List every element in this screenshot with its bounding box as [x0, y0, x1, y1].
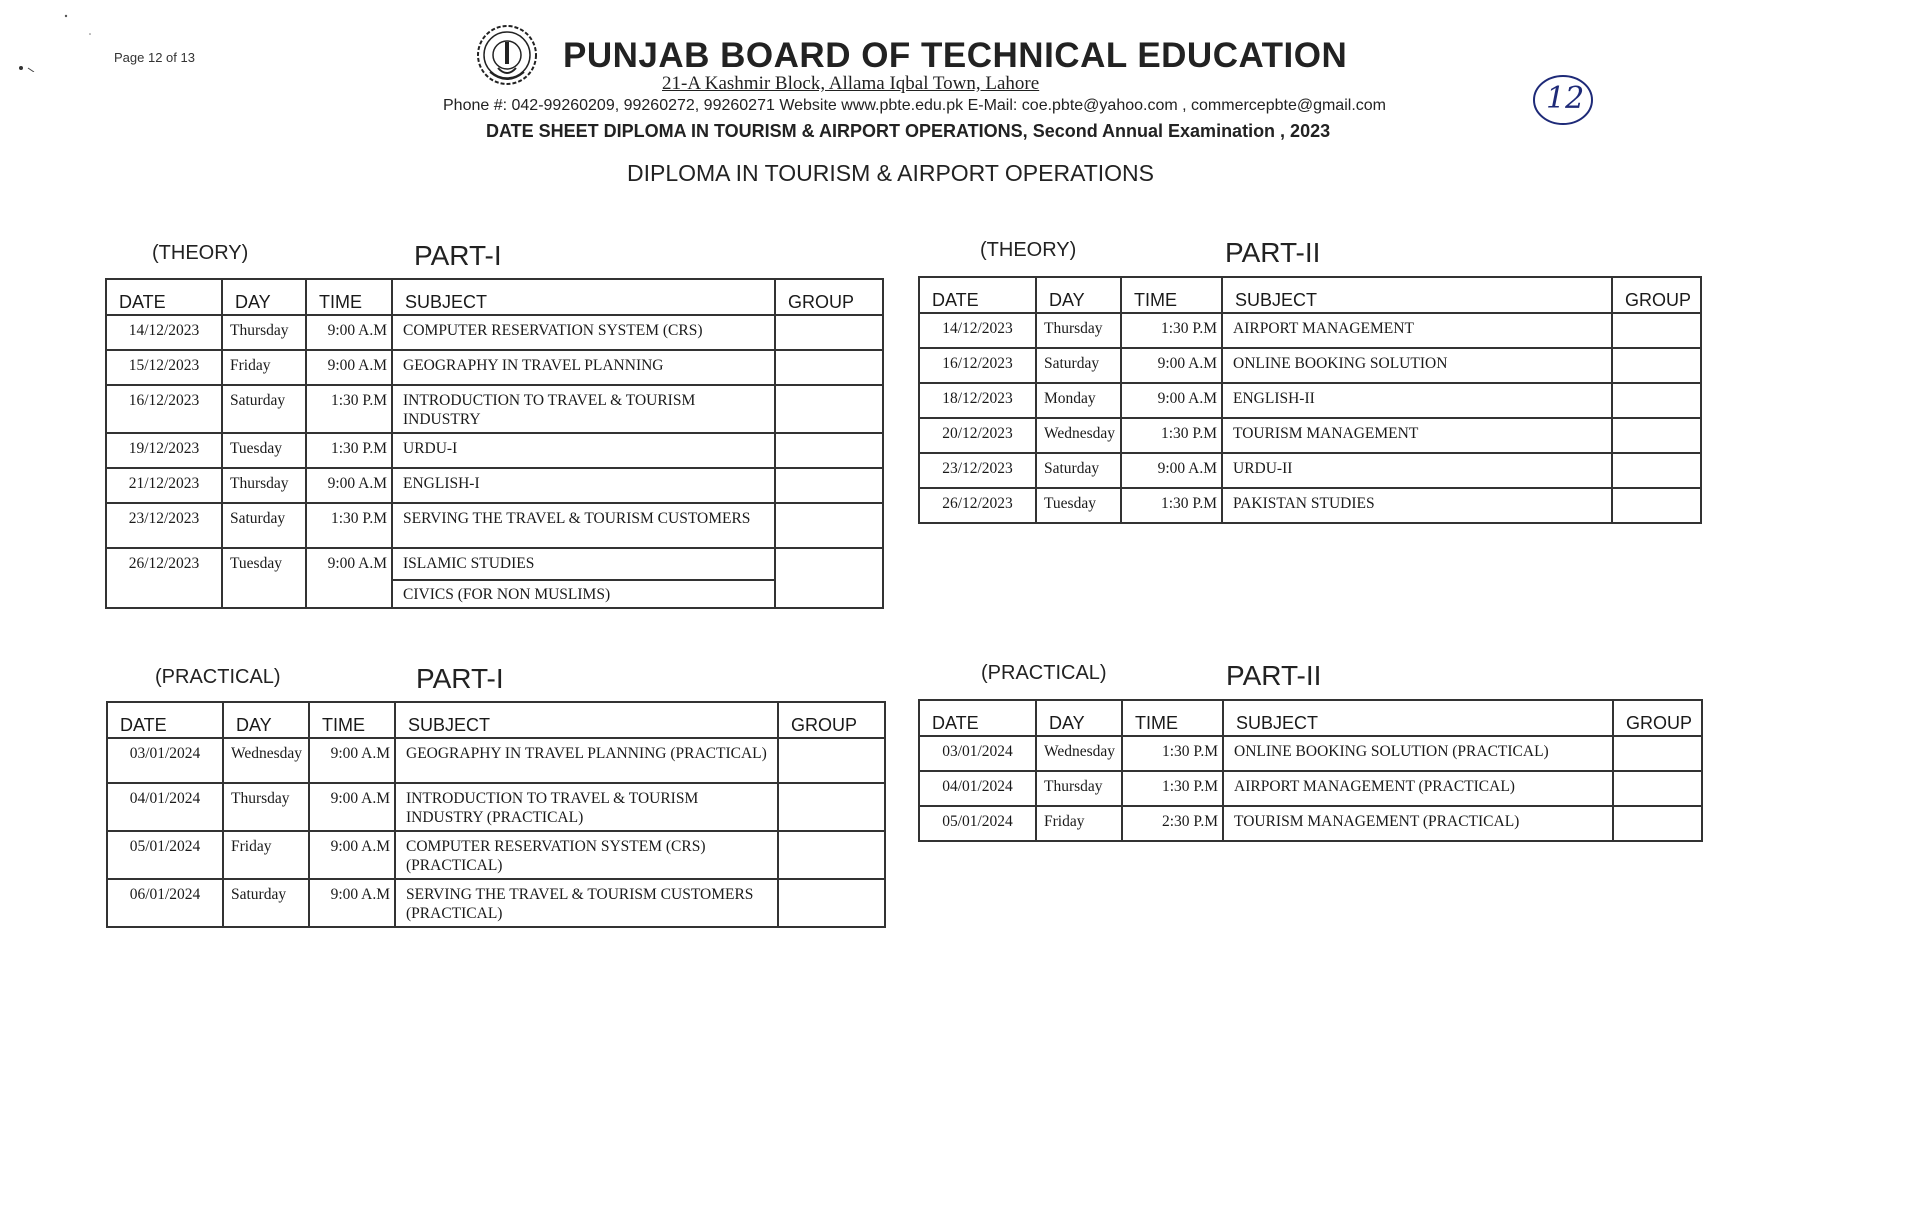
organization-name: PUNJAB BOARD OF TECHNICAL EDUCATION: [563, 36, 1348, 75]
theory-part2-part-label: PART-II: [1225, 237, 1321, 268]
col-header-date: DATE: [106, 279, 222, 315]
exam-day: Saturday: [1036, 348, 1121, 383]
exam-group: [775, 468, 883, 503]
exam-group: [778, 831, 885, 879]
exam-time: 1:30 P.M: [306, 433, 392, 468]
exam-subject: TOURISM MANAGEMENT (PRACTICAL): [1223, 806, 1613, 841]
exam-group: [775, 548, 883, 608]
exam-subject: ENGLISH-II: [1222, 383, 1612, 418]
col-header-time: TIME: [309, 702, 395, 738]
exam-date: 15/12/2023: [106, 350, 222, 385]
exam-day: Wednesday: [223, 738, 309, 783]
exam-time: 2:30 P.M: [1122, 806, 1223, 841]
exam-time: 1:30 P.M: [1121, 313, 1222, 348]
exam-date: 03/01/2024: [919, 736, 1036, 771]
exam-date: 04/01/2024: [107, 783, 223, 831]
exam-time: 9:00 A.M: [309, 879, 395, 927]
table-row: [107, 783, 885, 831]
theory-part1-table: [105, 278, 884, 609]
exam-time: 9:00 A.M: [309, 783, 395, 831]
exam-group: [1613, 806, 1702, 841]
exam-day: Thursday: [222, 315, 306, 350]
exam-day: Thursday: [223, 783, 309, 831]
col-header-group: GROUP: [1612, 277, 1701, 313]
exam-group: [1612, 453, 1701, 488]
exam-day: Friday: [223, 831, 309, 879]
table-row: [106, 433, 883, 468]
exam-day: Tuesday: [222, 433, 306, 468]
exam-subject: SERVING THE TRAVEL & TOURISM CUSTOMERS: [392, 503, 775, 548]
exam-subject: PAKISTAN STUDIES: [1222, 488, 1612, 523]
exam-subject: COMPUTER RESERVATION SYSTEM (CRS): [392, 315, 775, 350]
exam-subject: TOURISM MANAGEMENT: [1222, 418, 1612, 453]
exam-group: [775, 503, 883, 548]
date-sheet-title: DATE SHEET DIPLOMA IN TOURISM & AIRPORT OPERATIONS, Second Annual Examination , 2023: [486, 121, 1331, 141]
exam-day: Saturday: [223, 879, 309, 927]
table-row: [106, 315, 883, 350]
table-row: [107, 831, 885, 879]
handwritten-page-mark: [1531, 73, 1595, 127]
exam-time: 1:30 P.M: [1122, 736, 1223, 771]
col-header-group: GROUP: [778, 702, 885, 738]
exam-date: 18/12/2023: [919, 383, 1036, 418]
exam-group: [1613, 736, 1702, 771]
exam-day: Friday: [1036, 806, 1122, 841]
exam-time: 9:00 A.M: [309, 738, 395, 783]
col-header-day: DAY: [1036, 277, 1121, 313]
exam-group: [1612, 488, 1701, 523]
col-header-day: DAY: [222, 279, 306, 315]
table-header-row: [919, 277, 1701, 313]
exam-day: Thursday: [222, 468, 306, 503]
exam-day: Wednesday: [1036, 736, 1122, 771]
exam-subject: ISLAMIC STUDIES: [393, 549, 774, 581]
exam-date: 04/01/2024: [919, 771, 1036, 806]
exam-subject: URDU-II: [1222, 453, 1612, 488]
practical-part1-section-label: (PRACTICAL): [155, 666, 281, 688]
exam-subject: AIRPORT MANAGEMENT (PRACTICAL): [1223, 771, 1613, 806]
exam-subject: AIRPORT MANAGEMENT: [1222, 313, 1612, 348]
exam-date: 05/01/2024: [919, 806, 1036, 841]
col-header-subject: SUBJECT: [392, 279, 775, 315]
practical-part1-part-label: PART-I: [416, 663, 504, 694]
exam-day: Tuesday: [222, 548, 306, 608]
exam-time: 9:00 A.M: [306, 548, 392, 608]
table-header-row: [107, 702, 885, 738]
table-row: [919, 453, 1701, 488]
col-header-subject: SUBJECT: [1223, 700, 1613, 736]
table-row: [107, 738, 885, 783]
table-row: [106, 468, 883, 503]
col-header-subject: SUBJECT: [1222, 277, 1612, 313]
col-header-time: TIME: [1121, 277, 1222, 313]
exam-group: [1612, 418, 1701, 453]
table-row: [919, 771, 1702, 806]
exam-subject: INTRODUCTION TO TRAVEL & TOURISM INDUSTRY: [392, 385, 775, 433]
col-header-day: DAY: [223, 702, 309, 738]
table-row: [106, 385, 883, 433]
exam-day: Wednesday: [1036, 418, 1121, 453]
exam-date: 23/12/2023: [106, 503, 222, 548]
exam-day: Saturday: [1036, 453, 1121, 488]
exam-time: 9:00 A.M: [306, 350, 392, 385]
col-header-group: GROUP: [1613, 700, 1702, 736]
exam-date: 16/12/2023: [106, 385, 222, 433]
exam-date: 06/01/2024: [107, 879, 223, 927]
practical-part2-part-label: PART-II: [1226, 660, 1322, 691]
exam-day: Thursday: [1036, 771, 1122, 806]
table-row: [919, 348, 1701, 383]
table-row: [919, 806, 1702, 841]
exam-date: 14/12/2023: [919, 313, 1036, 348]
exam-time: 9:00 A.M: [309, 831, 395, 879]
exam-subject: URDU-I: [392, 433, 775, 468]
exam-time: 1:30 P.M: [1121, 418, 1222, 453]
handwritten-page-number: 12: [1546, 81, 1585, 116]
organization-address: 21-A Kashmir Block, Allama Iqbal Town, Lahore: [662, 73, 1040, 94]
exam-time: 1:30 P.M: [306, 503, 392, 548]
exam-group: [775, 433, 883, 468]
table-row: [106, 548, 883, 608]
exam-time: 9:00 A.M: [1121, 383, 1222, 418]
exam-date: 14/12/2023: [106, 315, 222, 350]
table-header-row: [919, 700, 1702, 736]
exam-date: 23/12/2023: [919, 453, 1036, 488]
table-row: [919, 488, 1701, 523]
table-row: [919, 383, 1701, 418]
practical-part2-table: [918, 699, 1703, 842]
exam-date: 03/01/2024: [107, 738, 223, 783]
exam-subject: SERVING THE TRAVEL & TOURISM CUSTOMERS (PRACTICAL): [395, 879, 778, 927]
col-header-time: TIME: [306, 279, 392, 315]
exam-time: 1:30 P.M: [306, 385, 392, 433]
table-row: [107, 879, 885, 927]
col-header-time: TIME: [1122, 700, 1223, 736]
exam-subject: GEOGRAPHY IN TRAVEL PLANNING: [392, 350, 775, 385]
theory-part2-section-label: (THEORY): [980, 239, 1077, 261]
exam-day: Thursday: [1036, 313, 1121, 348]
exam-date: 20/12/2023: [919, 418, 1036, 453]
exam-date: 26/12/2023: [106, 548, 222, 608]
practical-part1-table: [106, 701, 886, 928]
exam-time: 9:00 A.M: [1121, 453, 1222, 488]
exam-group: [1612, 348, 1701, 383]
exam-time: 1:30 P.M: [1122, 771, 1223, 806]
exam-time: 1:30 P.M: [1121, 488, 1222, 523]
program-heading: DIPLOMA IN TOURISM & AIRPORT OPERATIONS: [627, 160, 1154, 186]
pbte-emblem-icon: [476, 24, 538, 86]
table-row: [919, 313, 1701, 348]
page-number: Page 12 of 13: [114, 50, 195, 65]
exam-group: [775, 385, 883, 433]
exam-date: 05/01/2024: [107, 831, 223, 879]
exam-group: [778, 783, 885, 831]
exam-subject: ONLINE BOOKING SOLUTION: [1222, 348, 1612, 383]
exam-time: 9:00 A.M: [1121, 348, 1222, 383]
exam-day: Saturday: [222, 503, 306, 548]
exam-group: [1613, 771, 1702, 806]
exam-group: [1612, 313, 1701, 348]
exam-group: [778, 738, 885, 783]
table-row: [919, 736, 1702, 771]
exam-day: Friday: [222, 350, 306, 385]
exam-date: 26/12/2023: [919, 488, 1036, 523]
exam-subject-alternate: CIVICS (FOR NON MUSLIMS): [403, 586, 611, 603]
col-header-subject: SUBJECT: [395, 702, 778, 738]
exam-subject: COMPUTER RESERVATION SYSTEM (CRS) (PRACTICAL): [395, 831, 778, 879]
exam-group: [778, 879, 885, 927]
scan-speck-marks: [16, 12, 96, 72]
col-header-date: DATE: [919, 277, 1036, 313]
exam-subject: ENGLISH-I: [392, 468, 775, 503]
col-header-date: DATE: [919, 700, 1036, 736]
table-row: [919, 418, 1701, 453]
exam-subject-split: [392, 548, 775, 608]
exam-date: 19/12/2023: [106, 433, 222, 468]
exam-date: 21/12/2023: [106, 468, 222, 503]
practical-part2-section-label: (PRACTICAL): [981, 662, 1107, 684]
exam-group: [1612, 383, 1701, 418]
exam-time: 9:00 A.M: [306, 468, 392, 503]
exam-subject: ONLINE BOOKING SOLUTION (PRACTICAL): [1223, 736, 1613, 771]
exam-time: 9:00 A.M: [306, 315, 392, 350]
exam-group: [775, 350, 883, 385]
exam-date: 16/12/2023: [919, 348, 1036, 383]
theory-part2-table: [918, 276, 1702, 524]
table-row: [106, 503, 883, 548]
theory-part1-section-label: (THEORY): [152, 242, 249, 264]
exam-subject: GEOGRAPHY IN TRAVEL PLANNING (PRACTICAL): [395, 738, 778, 783]
col-header-day: DAY: [1036, 700, 1122, 736]
exam-day: Monday: [1036, 383, 1121, 418]
theory-part1-part-label: PART-I: [414, 240, 502, 271]
table-header-row: [106, 279, 883, 315]
exam-day: Saturday: [222, 385, 306, 433]
col-header-group: GROUP: [775, 279, 883, 315]
exam-subject: INTRODUCTION TO TRAVEL & TOURISM INDUSTRY (PRACTICAL): [395, 783, 778, 831]
col-header-date: DATE: [107, 702, 223, 738]
table-row: [106, 350, 883, 385]
contact-line: Phone #: 042-99260209, 99260272, 99260271 Website www.pbte.edu.pk E-Mail: coe.pbte@yahoo.com , commercepbte@gmail.com: [443, 97, 1386, 114]
exam-group: [775, 315, 883, 350]
exam-day: Tuesday: [1036, 488, 1121, 523]
